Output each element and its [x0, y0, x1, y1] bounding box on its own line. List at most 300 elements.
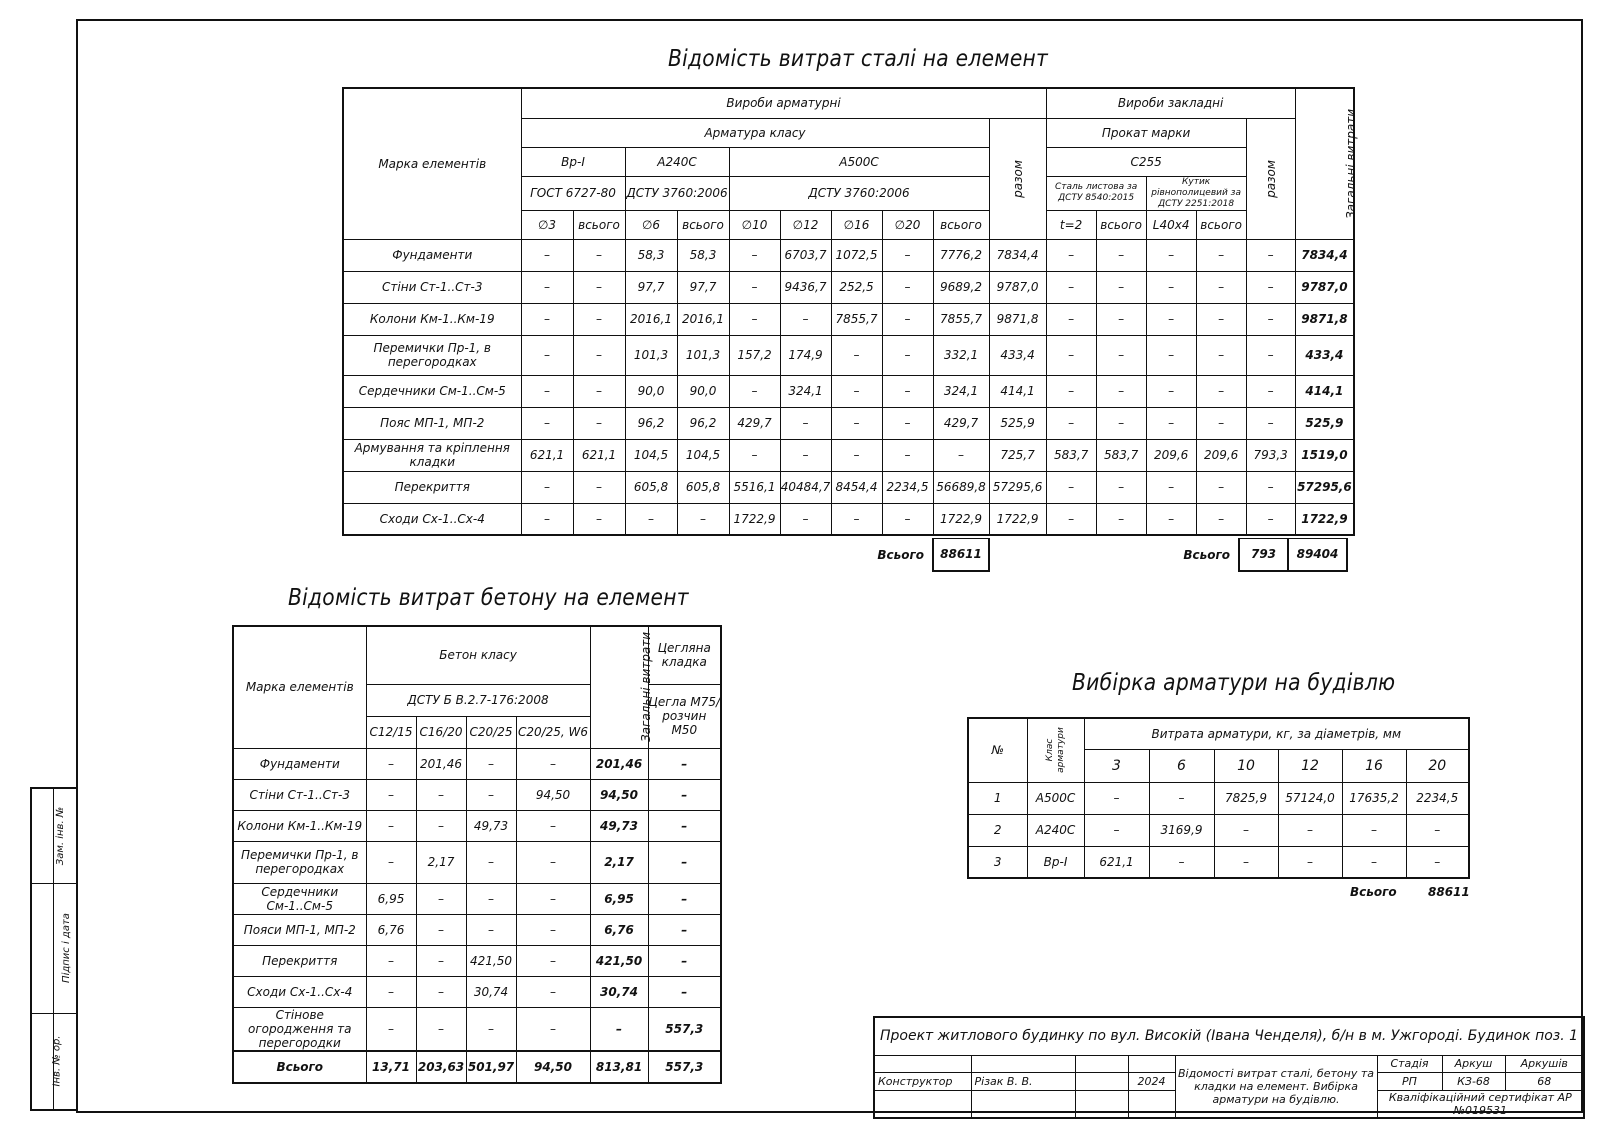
rebar-hdr-vytrata: Витрата арматури, кг, за діаметрів, мм	[1084, 718, 1469, 749]
steel-cell: 525,9	[989, 407, 1046, 439]
rebar-cell: –	[1342, 846, 1406, 878]
concrete-total-cell: 13,71	[366, 1051, 416, 1083]
steel-cell: –	[521, 375, 573, 407]
concrete-cell: –	[648, 945, 721, 976]
concrete-row	[233, 945, 721, 976]
steel-cell: –	[780, 407, 831, 439]
concrete-cell: –	[466, 1007, 516, 1051]
steel-row-name: Стіни Ст-1..Ст-3	[343, 271, 521, 303]
steel-cell: –	[1196, 407, 1246, 439]
steel-cell: –	[882, 375, 933, 407]
steel-cell: –	[780, 439, 831, 471]
steel-cell: –	[1146, 407, 1196, 439]
concrete-sub-header: С20/25, W6	[516, 716, 590, 748]
concrete-row-name: Сердечники См-1..См-5	[233, 883, 366, 914]
steel-cell: 433,4	[989, 335, 1046, 375]
steel-cell: –	[521, 407, 573, 439]
steel-cell: –	[573, 407, 625, 439]
concrete-row	[233, 779, 721, 810]
concrete-total-cell: 203,63	[416, 1051, 466, 1083]
steel-cell: 9436,7	[780, 271, 831, 303]
concrete-cell: –	[416, 945, 466, 976]
steel-cell: –	[831, 439, 882, 471]
concrete-cell: –	[416, 976, 466, 1007]
steel-cell: –	[521, 303, 573, 335]
steel-sub-header: ∅20	[882, 210, 933, 239]
steel-cell: 414,1	[989, 375, 1046, 407]
steel-sub-header: t=2	[1046, 210, 1096, 239]
steel-cell: –	[1046, 335, 1096, 375]
steel-sub-header: всього	[573, 210, 625, 239]
steel-hdr-prokat: Прокат марки	[1046, 118, 1246, 147]
rebar-cell: 3169,9	[1149, 814, 1214, 846]
steel-cell: –	[1246, 471, 1295, 503]
concrete-row-name: Перемички Пр-1, в перегородках	[233, 841, 366, 883]
steel-cell: –	[1046, 271, 1096, 303]
steel-row-name: Перекриття	[343, 471, 521, 503]
rebar-hdr-klas: Клас арматури	[1027, 718, 1084, 782]
rebar-diameter-header: 10	[1214, 749, 1278, 782]
steel-cell: 6703,7	[780, 239, 831, 271]
steel-cell: 9689,2	[933, 271, 989, 303]
steel-cell: 583,7	[1046, 439, 1096, 471]
steel-hdr-gost: ГОСТ 6727-80	[521, 176, 625, 210]
steel-cell: 157,2	[729, 335, 780, 375]
concrete-cell: 30,74	[590, 976, 648, 1007]
steel-cell: –	[1096, 375, 1146, 407]
rebar-cell: –	[1084, 814, 1149, 846]
concrete-cell: –	[416, 1007, 466, 1051]
rebar-diameter-header: 12	[1278, 749, 1342, 782]
steel-cell: 174,9	[780, 335, 831, 375]
steel-cell: –	[831, 407, 882, 439]
steel-hdr-dstu2: ДСТУ 3760:2006	[729, 176, 989, 210]
steel-hdr-vyroby-arm: Вироби арматурні	[521, 88, 1046, 118]
rebar-hdr-no: №	[968, 718, 1027, 782]
steel-cell: –	[1046, 407, 1096, 439]
steel-cell: –	[1146, 239, 1196, 271]
steel-sub-header: всього	[1196, 210, 1246, 239]
steel-cell: –	[1196, 503, 1246, 535]
steel-cell: 5516,1	[729, 471, 780, 503]
steel-cell: –	[1096, 239, 1146, 271]
concrete-total-label: Всього	[233, 1051, 366, 1083]
steel-cell: –	[780, 303, 831, 335]
concrete-cell: –	[366, 841, 416, 883]
concrete-cell: 6,76	[590, 914, 648, 945]
steel-cell: –	[1096, 303, 1146, 335]
concrete-total-cell: 501,97	[466, 1051, 516, 1083]
concrete-cell: –	[466, 914, 516, 945]
steel-cell: –	[1196, 271, 1246, 303]
concrete-row-name: Сходи Сх-1..Сх-4	[233, 976, 366, 1007]
steel-table-title: Відомість витрат сталі на елемент	[668, 46, 1049, 72]
steel-row	[343, 439, 1354, 471]
steel-cell: –	[882, 271, 933, 303]
steel-cell: 58,3	[677, 239, 729, 271]
concrete-cell: –	[466, 841, 516, 883]
concrete-table-title: Відомість витрат бетону на елемент	[288, 585, 689, 611]
steel-hdr-a500: А500С	[729, 147, 989, 176]
steel-cell: –	[729, 375, 780, 407]
steel-hdr-stal: Сталь листова за ДСТУ 8540:2015	[1046, 176, 1146, 210]
rebar-row-no: 2	[968, 814, 1027, 846]
rebar-row-class: А500С	[1027, 782, 1084, 814]
steel-cell: –	[521, 239, 573, 271]
steel-cell: –	[521, 471, 573, 503]
concrete-cell: 49,73	[590, 810, 648, 841]
arkush-label: Аркуш	[1442, 1055, 1505, 1072]
steel-cell: –	[625, 503, 677, 535]
steel-cell: 332,1	[933, 335, 989, 375]
steel-row	[343, 471, 1354, 503]
steel-cell: –	[1196, 239, 1246, 271]
concrete-cell: –	[366, 748, 416, 779]
concrete-cell: –	[416, 810, 466, 841]
concrete-cell: –	[516, 945, 590, 976]
steel-cell: 101,3	[677, 335, 729, 375]
concrete-cell: –	[416, 779, 466, 810]
concrete-total-cell: 813,81	[590, 1051, 648, 1083]
rebar-table-title: Вибірка арматури на будівлю	[1072, 670, 1396, 696]
steel-cell: –	[1196, 335, 1246, 375]
concrete-row	[233, 914, 721, 945]
steel-cell: –	[882, 503, 933, 535]
steel-cell: 605,8	[677, 471, 729, 503]
concrete-cell: 421,50	[466, 945, 516, 976]
steel-cell: 793,3	[1246, 439, 1295, 471]
steel-cell: –	[1046, 375, 1096, 407]
steel-cell: 1722,9	[1295, 503, 1354, 535]
rebar-cell: 17635,2	[1342, 782, 1406, 814]
rebar-diameter-header: 16	[1342, 749, 1406, 782]
rebar-cell: –	[1342, 814, 1406, 846]
person-name: Різак В. В.	[971, 1072, 1075, 1090]
steel-table	[342, 87, 1358, 536]
rebar-cell: –	[1084, 782, 1149, 814]
steel-cell: 90,0	[625, 375, 677, 407]
steel-total-label-1: Всього	[877, 547, 924, 562]
steel-sub-header: ∅16	[831, 210, 882, 239]
steel-cell: –	[882, 303, 933, 335]
steel-hdr-kutyk: Кутик рівнополицевий за ДСТУ 2251:2018	[1146, 176, 1246, 210]
steel-hdr-dstu1: ДСТУ 3760:2006	[625, 176, 729, 210]
concrete-cell: –	[366, 976, 416, 1007]
stadia-label: Стадія	[1377, 1055, 1442, 1072]
steel-cell: 7776,2	[933, 239, 989, 271]
concrete-cell: –	[516, 976, 590, 1007]
steel-cell: 104,5	[677, 439, 729, 471]
arkush-value: КЗ-68	[1442, 1072, 1505, 1090]
concrete-cell: 6,95	[590, 883, 648, 914]
steel-cell: 7834,4	[1295, 239, 1354, 271]
steel-cell: –	[1146, 375, 1196, 407]
arkushiv-value: 68	[1505, 1072, 1584, 1090]
steel-cell: –	[1246, 239, 1295, 271]
concrete-hdr-ceglyana: Цегляна кладка	[648, 626, 721, 684]
sheet-description: Відомості витрат сталі, бетону та кладки на елемент. Вибірка арматури на будівлю.	[1175, 1055, 1377, 1118]
steel-row	[343, 335, 1354, 375]
steel-cell: –	[1046, 503, 1096, 535]
concrete-row-name: Перекриття	[233, 945, 366, 976]
steel-cell: 57295,6	[1295, 471, 1354, 503]
concrete-row	[233, 810, 721, 841]
concrete-cell: –	[516, 883, 590, 914]
steel-cell: 324,1	[780, 375, 831, 407]
steel-cell: 2234,5	[882, 471, 933, 503]
concrete-cell: –	[466, 748, 516, 779]
steel-cell: 1519,0	[1295, 439, 1354, 471]
concrete-cell: –	[648, 976, 721, 1007]
concrete-cell: –	[416, 914, 466, 945]
concrete-cell: –	[366, 945, 416, 976]
steel-cell: –	[831, 375, 882, 407]
concrete-cell: –	[648, 810, 721, 841]
concrete-hdr-cegla: Цегла М75/ розчин М50	[648, 684, 721, 748]
steel-cell: –	[729, 239, 780, 271]
concrete-cell: 2,17	[416, 841, 466, 883]
steel-cell: –	[882, 335, 933, 375]
steel-row-name: Сходи Сх-1..Сх-4	[343, 503, 521, 535]
steel-cell: 2016,1	[625, 303, 677, 335]
steel-cell: –	[1146, 271, 1196, 303]
concrete-cell: –	[516, 841, 590, 883]
concrete-cell: –	[648, 883, 721, 914]
steel-cell: 433,4	[1295, 335, 1354, 375]
steel-cell: –	[1146, 471, 1196, 503]
steel-cell: –	[1096, 271, 1146, 303]
steel-cell: –	[1246, 503, 1295, 535]
steel-cell: 525,9	[1295, 407, 1354, 439]
concrete-cell: –	[590, 1007, 648, 1051]
concrete-row-name: Колони Км-1..Км-19	[233, 810, 366, 841]
rebar-row	[968, 814, 1469, 846]
rebar-diameter-header: 6	[1149, 749, 1214, 782]
steel-cell: –	[1096, 407, 1146, 439]
steel-hdr-armatura-klasu: Арматура класу	[521, 118, 989, 147]
steel-row-name: Армування та кріплення кладки	[343, 439, 521, 471]
steel-cell: –	[573, 335, 625, 375]
steel-sub-header: всього	[1096, 210, 1146, 239]
steel-cell: –	[882, 407, 933, 439]
side-stamp-pidpys: Підпис і дата	[31, 883, 53, 1013]
steel-cell: –	[521, 335, 573, 375]
steel-total-2: 793	[1239, 539, 1288, 571]
rebar-cell: 2234,5	[1406, 782, 1469, 814]
steel-cell: 324,1	[933, 375, 989, 407]
steel-cell: 605,8	[625, 471, 677, 503]
steel-cell: –	[1246, 407, 1295, 439]
steel-cell: –	[1196, 303, 1246, 335]
steel-cell: –	[729, 303, 780, 335]
steel-cell: –	[573, 271, 625, 303]
steel-cell: 57295,6	[989, 471, 1046, 503]
concrete-hdr-marka: Марка елементів	[233, 626, 366, 748]
rebar-cell: –	[1149, 846, 1214, 878]
steel-row-name: Сердечники См-1..См-5	[343, 375, 521, 407]
concrete-row	[233, 841, 721, 883]
steel-cell: –	[882, 239, 933, 271]
concrete-row	[233, 883, 721, 914]
role-label: Конструктор	[874, 1072, 971, 1090]
concrete-hdr-dstu: ДСТУ Б В.2.7-176:2008	[366, 684, 590, 716]
concrete-cell: 201,46	[416, 748, 466, 779]
steel-cell: 58,3	[625, 239, 677, 271]
steel-sub-header: ∅3	[521, 210, 573, 239]
rebar-diameter-header: 3	[1084, 749, 1149, 782]
steel-hdr-razom2: разом	[1246, 118, 1295, 239]
steel-cell: 90,0	[677, 375, 729, 407]
steel-hdr-marka: Марка елементів	[343, 88, 521, 239]
rebar-row	[968, 846, 1469, 878]
steel-cell: –	[933, 439, 989, 471]
steel-row-name: Фундаменти	[343, 239, 521, 271]
concrete-cell: –	[466, 779, 516, 810]
steel-cell: 7855,7	[831, 303, 882, 335]
rebar-cell: –	[1406, 846, 1469, 878]
concrete-row-name: Стіни Ст-1..Ст-3	[233, 779, 366, 810]
rebar-cell: 7825,9	[1214, 782, 1278, 814]
steel-cell: –	[677, 503, 729, 535]
steel-cell: 1722,9	[989, 503, 1046, 535]
steel-cell: –	[1246, 303, 1295, 335]
title-block	[873, 1016, 1585, 1119]
steel-cell: 725,7	[989, 439, 1046, 471]
steel-cell: –	[1246, 271, 1295, 303]
steel-cell: 96,2	[677, 407, 729, 439]
steel-cell: 1722,9	[933, 503, 989, 535]
concrete-total-cell: 94,50	[516, 1051, 590, 1083]
steel-cell: –	[780, 503, 831, 535]
year: 2024	[1128, 1072, 1175, 1090]
steel-cell: 209,6	[1196, 439, 1246, 471]
steel-total-3: 89404	[1288, 539, 1347, 571]
steel-cell: –	[1246, 375, 1295, 407]
concrete-cell: –	[416, 883, 466, 914]
concrete-row-name: Фундаменти	[233, 748, 366, 779]
steel-cell: –	[521, 271, 573, 303]
steel-cell: –	[573, 303, 625, 335]
concrete-cell: 2,17	[590, 841, 648, 883]
rebar-row-no: 1	[968, 782, 1027, 814]
concrete-hdr-zagalni: Загальні витрати	[590, 626, 648, 748]
concrete-cell: –	[516, 1007, 590, 1051]
concrete-cell: 6,95	[366, 883, 416, 914]
steel-cell: 9787,0	[989, 271, 1046, 303]
side-stamp	[30, 787, 78, 1111]
steel-cell: –	[573, 503, 625, 535]
rebar-diameter-header: 20	[1406, 749, 1469, 782]
steel-row	[343, 239, 1354, 271]
steel-cell: 621,1	[521, 439, 573, 471]
steel-cell: –	[521, 503, 573, 535]
concrete-cell: –	[648, 779, 721, 810]
steel-sub-header: ∅12	[780, 210, 831, 239]
concrete-cell: –	[516, 914, 590, 945]
steel-row-name: Пояс МП-1, МП-2	[343, 407, 521, 439]
rebar-cell: –	[1149, 782, 1214, 814]
concrete-cell: –	[648, 914, 721, 945]
concrete-row	[233, 748, 721, 779]
rebar-row	[968, 782, 1469, 814]
steel-cell: –	[831, 503, 882, 535]
steel-cell: 429,7	[933, 407, 989, 439]
steel-cell: 56689,8	[933, 471, 989, 503]
certificate: Кваліфікаційний сертифікат АР №019531	[1377, 1090, 1584, 1118]
steel-cell: 429,7	[729, 407, 780, 439]
steel-cell: 621,1	[573, 439, 625, 471]
steel-cell: 101,3	[625, 335, 677, 375]
concrete-table	[232, 625, 722, 1084]
rebar-cell: –	[1214, 846, 1278, 878]
concrete-cell: 201,46	[590, 748, 648, 779]
concrete-row-name: Стінове огородження та перегородки	[233, 1007, 366, 1051]
rebar-cell: –	[1214, 814, 1278, 846]
concrete-cell: –	[516, 748, 590, 779]
concrete-cell: 421,50	[590, 945, 648, 976]
concrete-hdr-beton-klasu: Бетон класу	[366, 626, 590, 684]
steel-total-1: 88611	[933, 539, 989, 571]
steel-row-name: Колони Км-1..Км-19	[343, 303, 521, 335]
rebar-cell: 621,1	[1084, 846, 1149, 878]
steel-cell: –	[831, 335, 882, 375]
concrete-cell: 557,3	[648, 1007, 721, 1051]
concrete-row	[233, 976, 721, 1007]
rebar-row-class: А240С	[1027, 814, 1084, 846]
steel-cell: –	[573, 239, 625, 271]
steel-hdr-c255: С255	[1046, 147, 1246, 176]
steel-sub-header: всього	[677, 210, 729, 239]
concrete-cell: –	[466, 883, 516, 914]
steel-cell: 9871,8	[1295, 303, 1354, 335]
steel-totals	[342, 538, 1348, 572]
concrete-cell: 49,73	[466, 810, 516, 841]
steel-row	[343, 303, 1354, 335]
steel-cell: 97,7	[677, 271, 729, 303]
concrete-cell: –	[366, 779, 416, 810]
steel-cell: 104,5	[625, 439, 677, 471]
steel-hdr-zagalni: Загальні витрати	[1295, 88, 1354, 239]
side-stamp-zam: Зам. інв. №	[31, 788, 53, 883]
rebar-row-no: 3	[968, 846, 1027, 878]
steel-total-label-2: Всього	[1183, 547, 1230, 562]
steel-cell: –	[1146, 335, 1196, 375]
rebar-row-class: Вр-I	[1027, 846, 1084, 878]
concrete-cell: 94,50	[516, 779, 590, 810]
steel-cell: –	[1046, 471, 1096, 503]
steel-row	[343, 271, 1354, 303]
steel-hdr-razom: разом	[989, 118, 1046, 239]
steel-cell: –	[1046, 239, 1096, 271]
steel-cell: –	[1196, 375, 1246, 407]
arkushiv-label: Аркушів	[1505, 1055, 1584, 1072]
concrete-row-name: Пояси МП-1, МП-2	[233, 914, 366, 945]
steel-sub-header: ∅10	[729, 210, 780, 239]
rebar-cell: –	[1278, 814, 1342, 846]
concrete-sub-header: С12/15	[366, 716, 416, 748]
steel-cell: 97,7	[625, 271, 677, 303]
steel-cell: –	[573, 471, 625, 503]
rebar-table	[967, 717, 1470, 879]
side-stamp-inv: Інв. № ор.	[31, 1013, 53, 1110]
steel-sub-header: ∅6	[625, 210, 677, 239]
concrete-total-cell: 557,3	[648, 1051, 721, 1083]
steel-cell: 96,2	[625, 407, 677, 439]
project-title: Проект житлового будинку по вул. Високій (Івана Ченделя), б/н в м. Ужгороді. Будинок поз. 1	[874, 1017, 1584, 1055]
steel-hdr-a240: А240С	[625, 147, 729, 176]
steel-row-name: Перемички Пр-1, в перегородках	[343, 335, 521, 375]
steel-cell: 414,1	[1295, 375, 1354, 407]
